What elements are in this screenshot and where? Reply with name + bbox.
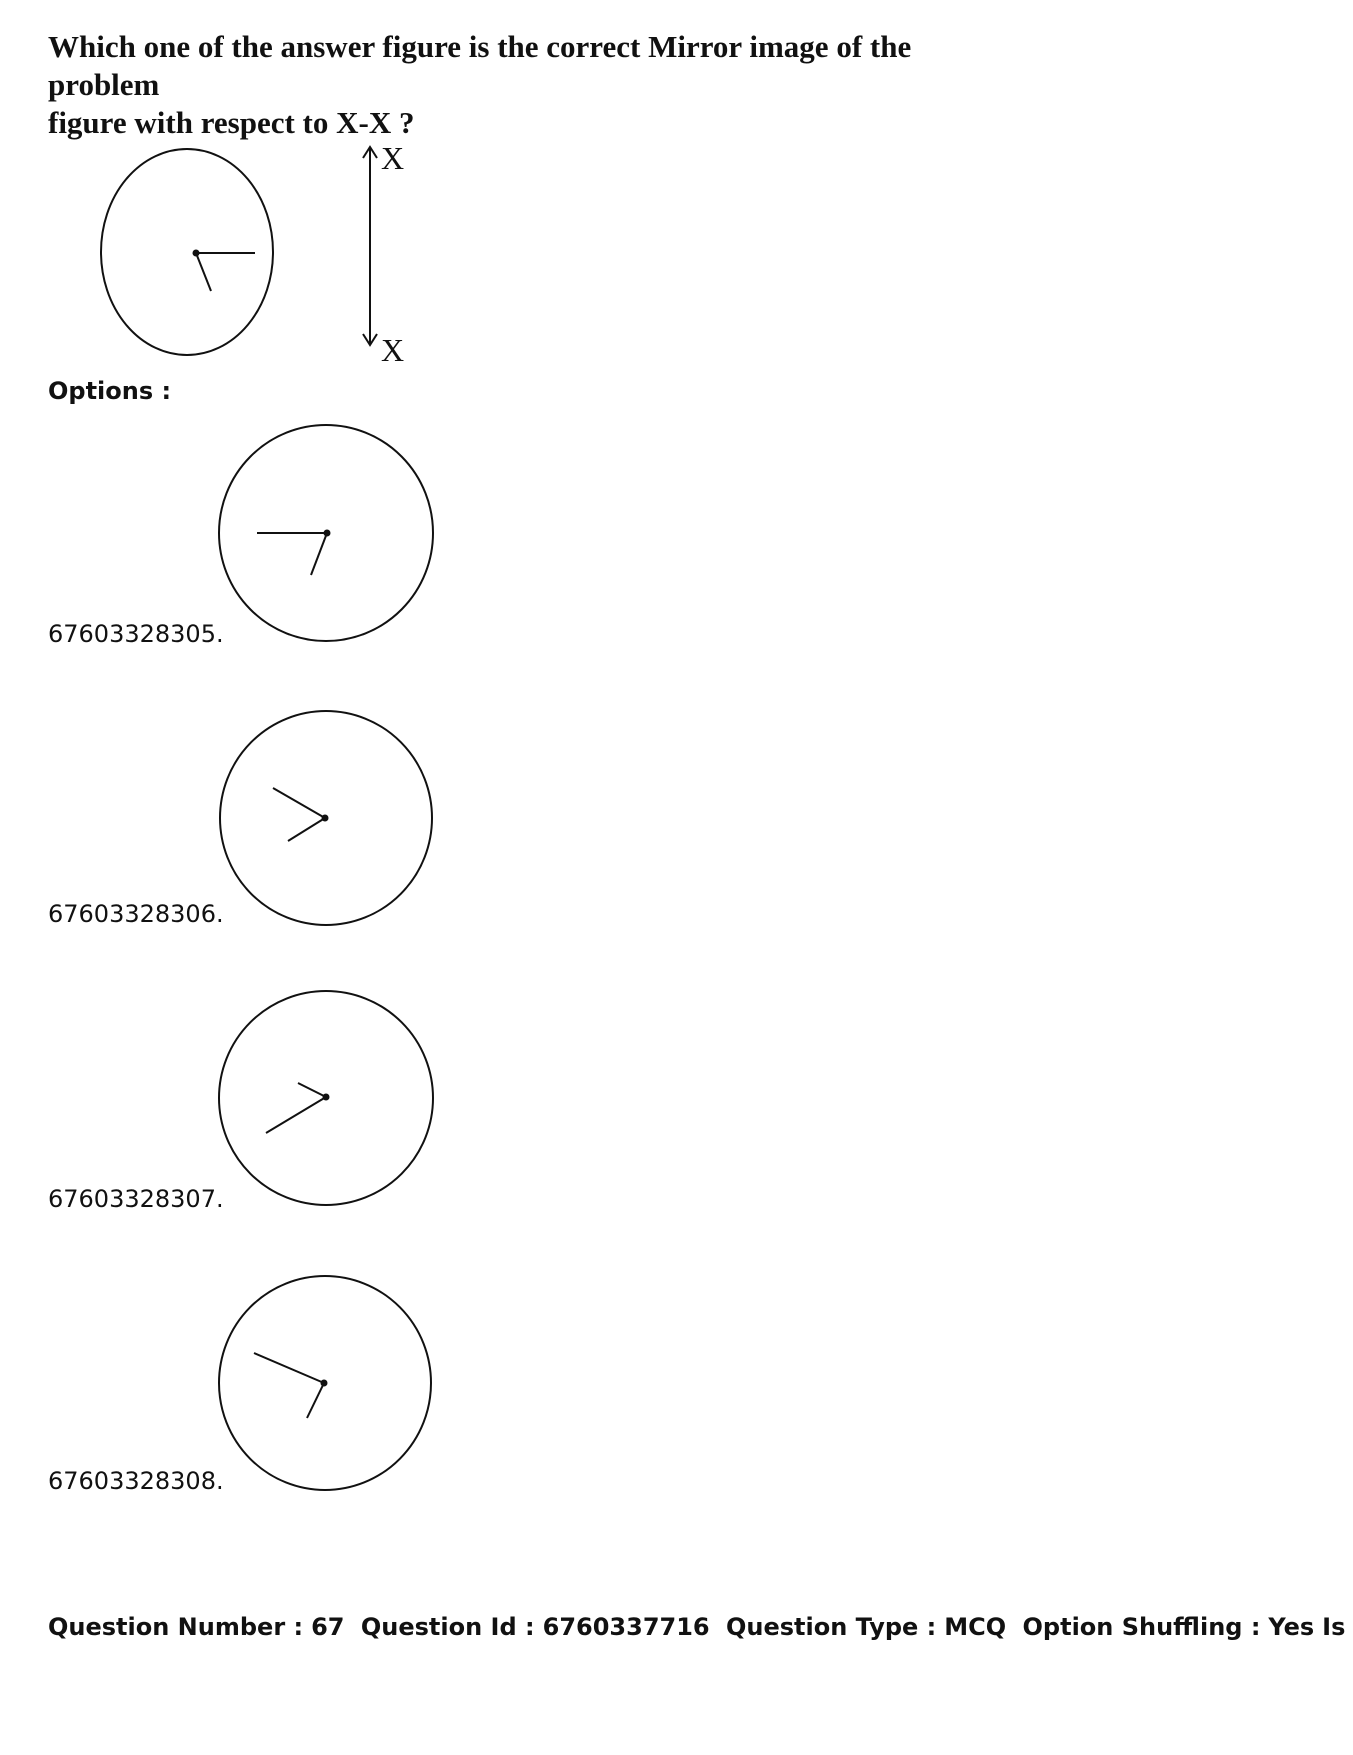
options-heading: Options : <box>48 377 172 405</box>
option-3-figure[interactable] <box>218 990 438 1212</box>
option-1-id[interactable]: 67603328305. <box>48 620 224 648</box>
option-2-figure[interactable] <box>218 708 438 930</box>
question-text <box>48 28 968 142</box>
option-2-clock-hand-short <box>288 818 325 841</box>
option-4-clock-hand-long <box>254 1353 324 1383</box>
option-shuffling: Yes <box>1268 1613 1315 1641</box>
question-type-label: Question Type : <box>725 1613 937 1641</box>
question-meta-footer <box>48 1613 1353 1641</box>
axis-label-bottom: X <box>381 332 405 368</box>
option-4-figure[interactable] <box>218 1275 438 1497</box>
question-type: MCQ <box>944 1613 1007 1641</box>
option-3-id[interactable]: 67603328307. <box>48 1185 224 1213</box>
option-3-clock-hand-short <box>298 1083 326 1097</box>
question-line-1: Which one of the answer figure is the correct Mirror image of the problem <box>48 29 912 102</box>
option-shuffling-label: Option Shuffling : <box>1022 1613 1261 1641</box>
option-4-clock-hand-short <box>307 1383 324 1418</box>
option-2-clock-hand-long <box>273 788 325 818</box>
footer-trailing-text: Is <box>1322 1613 1346 1641</box>
problem-figure <box>100 135 420 370</box>
question-number: 67 <box>311 1613 345 1641</box>
question-line-2: figure with respect to X-X ? <box>48 105 415 140</box>
option-1-figure[interactable] <box>218 423 438 645</box>
question-id-label: Question Id : <box>360 1613 535 1641</box>
axis-label-top: X <box>381 140 405 176</box>
option-1-clock-hand-short <box>311 533 327 575</box>
problem-clock-hand-short <box>196 253 211 291</box>
option-3-clock-hand-long <box>266 1097 326 1133</box>
option-2-id[interactable]: 67603328306. <box>48 900 224 928</box>
question-number-label: Question Number : <box>48 1613 304 1641</box>
question-id: 6760337716 <box>542 1613 710 1641</box>
option-4-id[interactable]: 67603328308. <box>48 1467 224 1495</box>
